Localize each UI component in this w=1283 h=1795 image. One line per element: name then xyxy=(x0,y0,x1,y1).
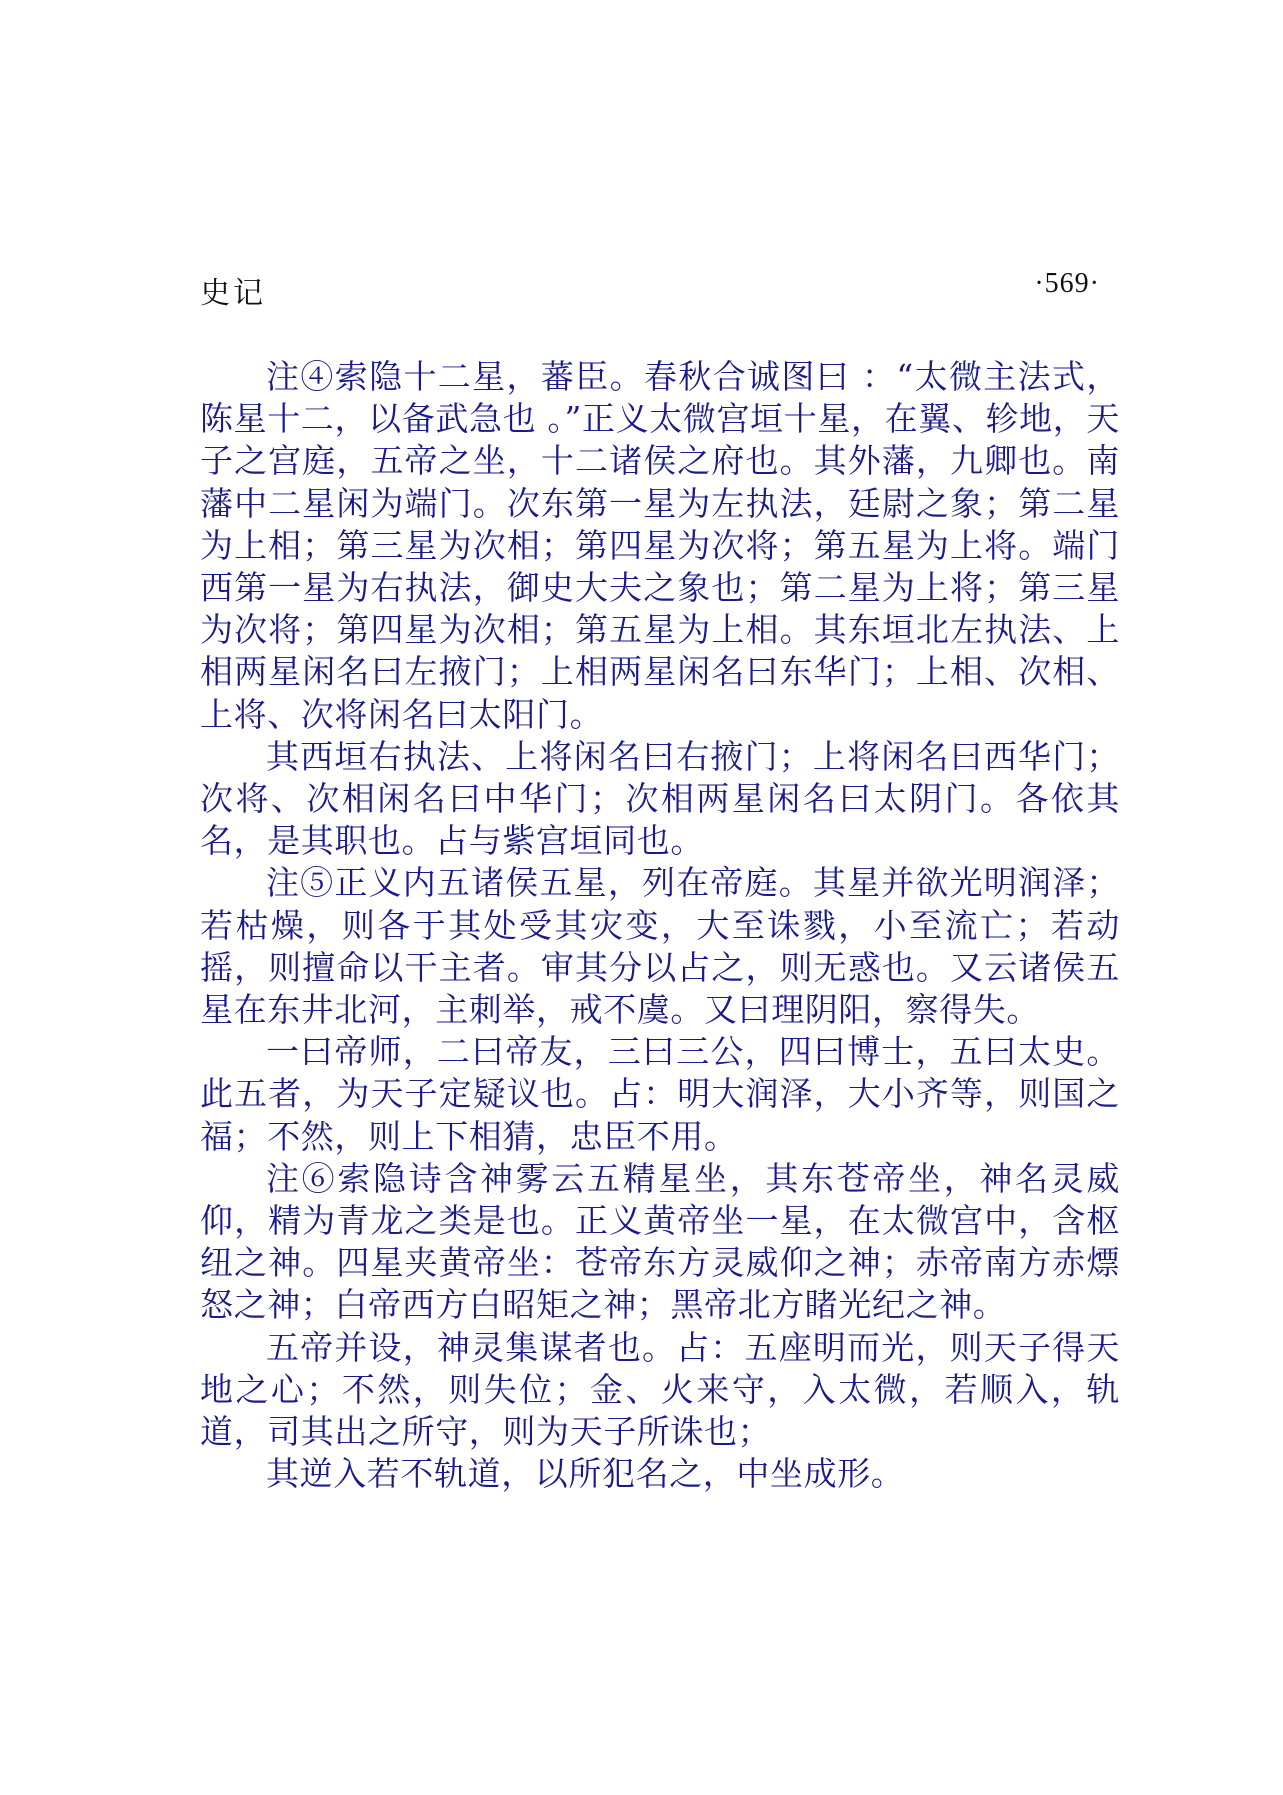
paragraph: 一曰帝师，二曰帝友，三曰三公，四曰博士，五曰太史。此五者，为天子定疑议也。占：明大润泽，大小齐等，则国之福；不然，则上下相猜，忠臣不用。 xyxy=(200,1032,1120,1156)
paragraph: 其西垣右执法、上将闲名曰右掖门；上将闲名曰西华门；次将、次相闲名曰中华门；次相两星闲名曰太阴门。各依其名，是其职也。占与紫宫垣同也。 xyxy=(200,736,1120,861)
paragraph: 五帝并设，神灵集谋者也。占：五座明而光，则天子得天地之心；不然，则失位；金、火来守，入太微，若顺入，轨道，司其出之所守，则为天子所诛也； xyxy=(200,1327,1120,1452)
paragraph: 注⑥索隐诗含神雾云五精星坐，其东苍帝坐，神名灵威仰，精为青龙之类是也。正义黄帝坐一星，在太微宫中，含枢纽之神。四星夹黄帝坐：苍帝东方灵威仰之神；赤帝南方赤熛怒之神；白帝西方白昭矩之神；黑帝北方睹光纪之神。 xyxy=(200,1158,1120,1325)
running-header xyxy=(200,268,1100,311)
body-text xyxy=(200,356,1120,1495)
book-title: 史记 xyxy=(200,276,266,311)
paragraph: 其逆入若不轨道，以所犯名之，中坐成形。 xyxy=(266,1454,905,1494)
paragraph: 注④索隐十二星，蕃臣。春秋合诚图曰 ：“太微主法式，陈星十二，以备武急也 。”正义太微宫垣十星，在翼、轸地，天子之宫庭，五帝之坐，十二诸侯之府也。其外藩，九卿也。南藩中二星闲为端门。次东第一星为左执法，廷尉之象；第二星为上相；第三星为次相；第四星为次将；第五星为上将。端门西第一星为右执法，御史大夫之象也；第二星为上将；第三星为次将；第四星为次相；第五星为上相。其东垣北左执法、上相两星闲名曰左掖门；上相两星闲名曰东华门；上相、次相、上将、次将闲名曰太阳门。 xyxy=(200,357,1120,734)
paragraph: 注⑤正义内五诸侯五星，列在帝庭。其星并欲光明润泽；若枯燥，则各于其处受其灾变，大至诛戮，小至流亡；若动摇，则擅命以干主者。审其分以占之，则无惑也。又云诸侯五星在东井北河，主刺举，戒不虞。又曰理阴阳，察得失。 xyxy=(200,863,1120,1030)
page-number: ·569· xyxy=(1034,268,1100,299)
